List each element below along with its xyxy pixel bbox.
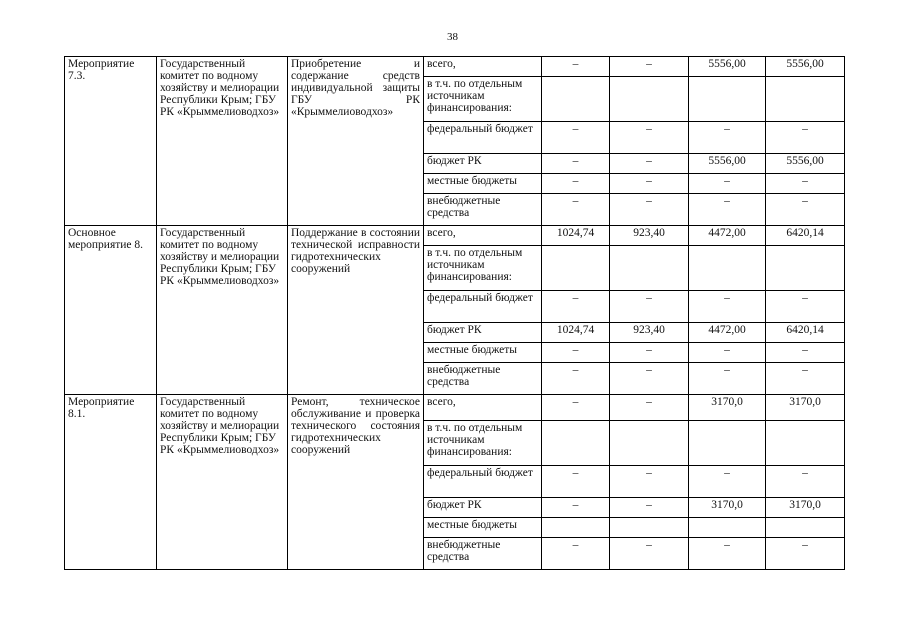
amount-cell: – [542,174,610,194]
budget-table-body [65,57,845,570]
amount-cell [766,518,845,538]
amount-cell: 5556,00 [766,154,845,174]
table-row [65,226,845,246]
amount-cell [766,246,845,291]
funding-source-cell: бюджет РК [424,323,542,343]
amount-cell: – [689,466,766,498]
amount-cell: 4472,00 [689,323,766,343]
amount-cell: 923,40 [610,226,689,246]
amount-cell: – [610,498,689,518]
amount-cell: – [542,291,610,323]
amount-cell [689,421,766,466]
funding-source-cell: в т.ч. по отдельным источникам финансирования: [424,77,542,122]
executor-cell: Государственный комитет по водному хозяйству и мелиорации Республики Крым; ГБУ РК «Крыммелиоводхоз» [157,395,288,570]
page-number: 38 [447,31,458,43]
funding-source-cell: бюджет РК [424,154,542,174]
amount-cell [610,77,689,122]
funding-source-cell: бюджет РК [424,498,542,518]
amount-cell: – [610,154,689,174]
amount-cell: – [766,363,845,395]
amount-cell: 6420,14 [766,226,845,246]
amount-cell: 4472,00 [689,226,766,246]
amount-cell: – [610,395,689,421]
amount-cell: – [689,174,766,194]
amount-cell: 5556,00 [689,154,766,174]
amount-cell: 3170,0 [766,395,845,421]
amount-cell: – [766,343,845,363]
amount-cell: – [610,174,689,194]
amount-cell: – [542,122,610,154]
description-cell: Поддержание в состоянии технической исправности гидротехнических сооружений [288,226,424,395]
funding-source-cell: местные бюджеты [424,518,542,538]
funding-source-cell: всего, [424,395,542,421]
description-cell: Приобретение и содержание средств индивидуальной защиты ГБУ РК «Крыммелиоводхоз» [288,57,424,226]
amount-cell: 3170,0 [689,498,766,518]
amount-cell: – [542,498,610,518]
amount-cell [689,246,766,291]
funding-source-cell: внебюджетные средства [424,194,542,226]
amount-cell [689,77,766,122]
amount-cell [766,77,845,122]
funding-source-cell: местные бюджеты [424,343,542,363]
amount-cell: 923,40 [610,323,689,343]
funding-source-cell: всего, [424,226,542,246]
amount-cell: – [689,538,766,570]
funding-source-cell: федеральный бюджет [424,122,542,154]
amount-cell: – [689,363,766,395]
funding-source-cell: федеральный бюджет [424,466,542,498]
amount-cell: – [766,291,845,323]
amount-cell: – [542,466,610,498]
amount-cell: – [610,363,689,395]
amount-cell: 5556,00 [766,57,845,77]
executor-cell: Государственный комитет по водному хозяйству и мелиорации Республики Крым; ГБУ РК «Крыммелиоводхоз» [157,226,288,395]
amount-cell [689,518,766,538]
measure-cell: Мероприятие 7.3. [65,57,157,226]
amount-cell: – [766,122,845,154]
amount-cell: – [610,57,689,77]
amount-cell: – [766,174,845,194]
amount-cell: – [542,154,610,174]
amount-cell: – [542,395,610,421]
amount-cell [766,421,845,466]
funding-source-cell: внебюджетные средства [424,538,542,570]
amount-cell: – [610,122,689,154]
amount-cell [610,518,689,538]
amount-cell: – [689,291,766,323]
amount-cell: 6420,14 [766,323,845,343]
amount-cell: – [610,538,689,570]
amount-cell: – [542,363,610,395]
executor-cell: Государственный комитет по водному хозяйству и мелиорации Республики Крым; ГБУ РК «Крыммелиоводхоз» [157,57,288,226]
amount-cell: 3170,0 [689,395,766,421]
amount-cell: – [610,466,689,498]
amount-cell [542,246,610,291]
amount-cell: – [766,466,845,498]
amount-cell: – [542,538,610,570]
amount-cell: – [766,194,845,226]
amount-cell: 3170,0 [766,498,845,518]
funding-source-cell: в т.ч. по отдельным источникам финансирования: [424,421,542,466]
funding-source-cell: федеральный бюджет [424,291,542,323]
amount-cell [610,421,689,466]
amount-cell [542,518,610,538]
budget-table [64,56,845,570]
measure-cell: Основное мероприятие 8. [65,226,157,395]
funding-source-cell: всего, [424,57,542,77]
amount-cell: 1024,74 [542,323,610,343]
amount-cell [610,246,689,291]
amount-cell [542,421,610,466]
amount-cell: – [610,291,689,323]
table-row [65,395,845,421]
amount-cell: – [689,343,766,363]
amount-cell: – [542,194,610,226]
amount-cell: – [689,194,766,226]
amount-cell: 1024,74 [542,226,610,246]
measure-cell: Мероприятие 8.1. [65,395,157,570]
table-row [65,57,845,77]
funding-source-cell: местные бюджеты [424,174,542,194]
amount-cell: – [766,538,845,570]
amount-cell: – [610,194,689,226]
funding-source-cell: в т.ч. по отдельным источникам финансирования: [424,246,542,291]
amount-cell: 5556,00 [689,57,766,77]
amount-cell: – [542,57,610,77]
amount-cell [542,77,610,122]
amount-cell: – [689,122,766,154]
funding-source-cell: внебюджетные средства [424,363,542,395]
description-cell: Ремонт, техническое обслуживание и проверка технического состояния гидротехнических сооружений [288,395,424,570]
amount-cell: – [610,343,689,363]
amount-cell: – [542,343,610,363]
